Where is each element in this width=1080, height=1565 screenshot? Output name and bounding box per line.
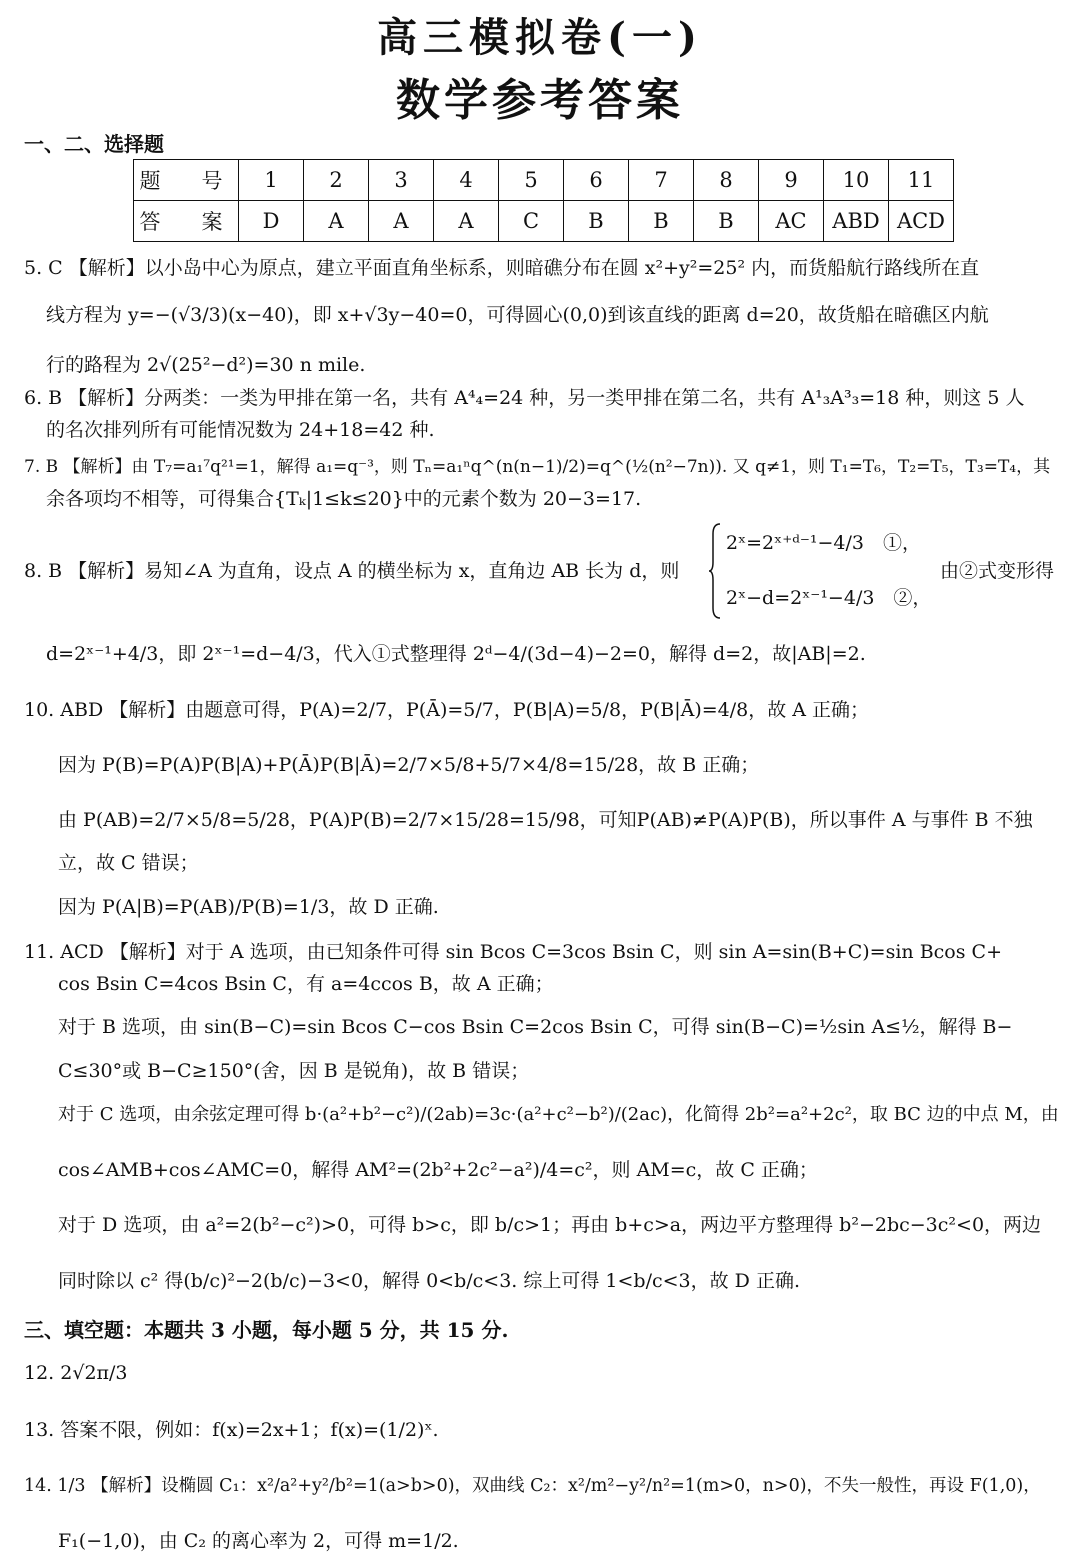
page-title: 高三模拟卷(一) <box>377 14 703 61</box>
q14-line-2: F₁(−1,0)，由 C₂ 的离心率为 2，可得 m=1/2. <box>58 1530 459 1552</box>
table-cell: B <box>629 201 694 242</box>
q10-line-3: 由 P(AB)=2/7×5/8=5/28，P(A)P(B)=2/7×15/28=15/98，可知P(AB)≠P(A)P(B)，所以事件 A 与事件 B 不独 <box>58 809 1033 831</box>
page-subtitle: 数学参考答案 <box>396 75 684 126</box>
table-row-label: 题 号 <box>134 160 239 201</box>
answer-table <box>133 159 954 242</box>
table-cell: 10 <box>824 160 889 201</box>
table-cell: D <box>239 201 304 242</box>
q10-line-5: 因为 P(A|B)=P(AB)/P(B)=1/3，故 D 正确. <box>58 896 439 918</box>
q5-line-2: 线方程为 y=−(√3/3)(x−40)，即 x+√3y−40=0，可得圆心(0,0)到该直线的距离 d=20，故货船在暗礁区内航 <box>46 304 989 326</box>
q6-line-1: 6. B 【解析】分两类：一类为甲排在第一名，共有 A⁴₄=24 种，另一类甲排在第二名，共有 A¹₃A³₃=18 种，则这 5 人 <box>24 387 1025 409</box>
q14-line-1: 14. 1/3 【解析】设椭圆 C₁：x²/a²+y²/b²=1(a>b>0)，双曲线 C₂：x²/m²−y²/n²=1(m>0，n>0)，不失一般性，再设 F(1,0)， <box>24 1476 1041 1496</box>
table-cell: A <box>369 201 434 242</box>
q7-line-2: 余各项均不相等，可得集合{Tₖ|1≤k≤20}中的元素个数为 20−3=17. <box>46 488 642 510</box>
table-cell: B <box>564 201 629 242</box>
q8-system-eq-2: 2ˣ−d=2ˣ⁻¹−4/3 ②， <box>726 587 932 609</box>
table-cell: 2 <box>304 160 369 201</box>
q11-line-4: C≤30°或 B−C≥150°(舍，因 B 是锐角)，故 B 错误； <box>58 1060 530 1082</box>
table-cell: B <box>694 201 759 242</box>
q8-line-1: 8. B 【解析】易知∠A 为直角，设点 A 的横坐标为 x，直角边 AB 长为 d，则 <box>24 560 680 582</box>
q13-line-1: 13. 答案不限，例如：f(x)=2x+1；f(x)=(1/2)ˣ. <box>24 1419 439 1441</box>
table-cell: 11 <box>889 160 954 201</box>
q8-system-eq-1: 2ˣ=2ˣ⁺ᵈ⁻¹−4/3 ①， <box>726 532 921 554</box>
q6-line-2: 的名次排列所有可能情况数为 24+18=42 种. <box>46 419 435 441</box>
q11-line-8: 同时除以 c² 得(b/c)²−2(b/c)−3<0，解得 0<b/c<3. 综上可得 1<b/c<3，故 D 正确. <box>58 1270 800 1292</box>
q11-line-7: 对于 D 选项，由 a²=2(b²−c²)>0，可得 b>c，即 b/c>1；再由 b+c>a，两边平方整理得 b²−2bc−3c²<0，两边 <box>58 1214 1042 1236</box>
table-cell: 7 <box>629 160 694 201</box>
section-heading-choice: 一、二、选择题 <box>24 132 164 156</box>
q7-line-1: 7. B 【解析】由 T₇=a₁⁷q²¹=1，解得 a₁=q⁻³，则 Tₙ=a₁ⁿq^(n(n−1)/2)=q^(½(n²−7n)). 又 q≠1，则 T₁=T₆，T₂=T₅，T₃=T₄，其 <box>24 457 1051 477</box>
table-cell: ACD <box>889 201 954 242</box>
q8-line-1-tail: 由②式变形得 <box>940 560 1055 582</box>
table-cell: A <box>304 201 369 242</box>
brace-icon <box>708 522 722 620</box>
q11-line-1: 11. ACD 【解析】对于 A 选项，由已知条件可得 sin Bcos C=3cos Bsin C，则 sin A=sin(B+C)=sin Bcos C+ <box>24 941 1002 963</box>
q12-line-1: 12. 2√2π/3 <box>24 1362 128 1384</box>
table-cell: ABD <box>824 201 889 242</box>
table-row-label: 答 案 <box>134 201 239 242</box>
table-row-numbers <box>134 160 954 201</box>
table-cell: 3 <box>369 160 434 201</box>
q11-line-2: cos Bsin C=4cos Bsin C，有 a=4ccos B，故 A 正确； <box>58 973 554 995</box>
q11-line-3: 对于 B 选项，由 sin(B−C)=sin Bcos C−cos Bsin C=2cos Bsin C，可得 sin(B−C)=½sin A≤½，解得 B− <box>58 1016 1013 1038</box>
table-cell: 1 <box>239 160 304 201</box>
table-cell: 4 <box>434 160 499 201</box>
table-cell: 9 <box>759 160 824 201</box>
q11-line-5: 对于 C 选项，由余弦定理可得 b·(a²+b²−c²)/(2ab)=3c·(a²+c²−b²)/(2ac)，化简得 2b²=a²+2c²，取 BC 边的中点 M，由 <box>58 1104 1059 1125</box>
table-row-answers <box>134 201 954 242</box>
q10-line-4: 立，故 C 错误； <box>58 852 199 874</box>
table-cell: 8 <box>694 160 759 201</box>
section-heading-fill: 三、填空题：本题共 3 小题，每小题 5 分，共 15 分. <box>24 1318 509 1342</box>
q5-line-3: 行的路程为 2√(25²−d²)=30 n mile. <box>46 354 366 376</box>
q8-line-2: d=2ˣ⁻¹+4/3，即 2ˣ⁻¹=d−4/3，代入①式整理得 2ᵈ−4/(3d−4)−2=0，解得 d=2，故|AB|=2. <box>46 643 866 665</box>
table-cell: 5 <box>499 160 564 201</box>
table-cell: AC <box>759 201 824 242</box>
table-cell: C <box>499 201 564 242</box>
q5-line-1: 5. C 【解析】以小岛中心为原点，建立平面直角坐标系，则暗礁分布在圆 x²+y²=25² 内，而货船航行路线所在直 <box>24 257 980 279</box>
q10-line-1: 10. ABD 【解析】由题意可得，P(A)=2/7，P(Ā)=5/7，P(B|A)=5/8，P(B|Ā)=4/8，故 A 正确； <box>24 699 870 721</box>
q11-line-6: cos∠AMB+cos∠AMC=0，解得 AM²=(2b²+2c²−a²)/4=c²，则 AM=c，故 C 正确； <box>58 1159 818 1181</box>
table-cell: 6 <box>564 160 629 201</box>
q10-line-2: 因为 P(B)=P(A)P(B|A)+P(Ā)P(B|Ā)=2/7×5/8+5/7×4/8=15/28，故 B 正确； <box>58 754 760 776</box>
table-cell: A <box>434 201 499 242</box>
